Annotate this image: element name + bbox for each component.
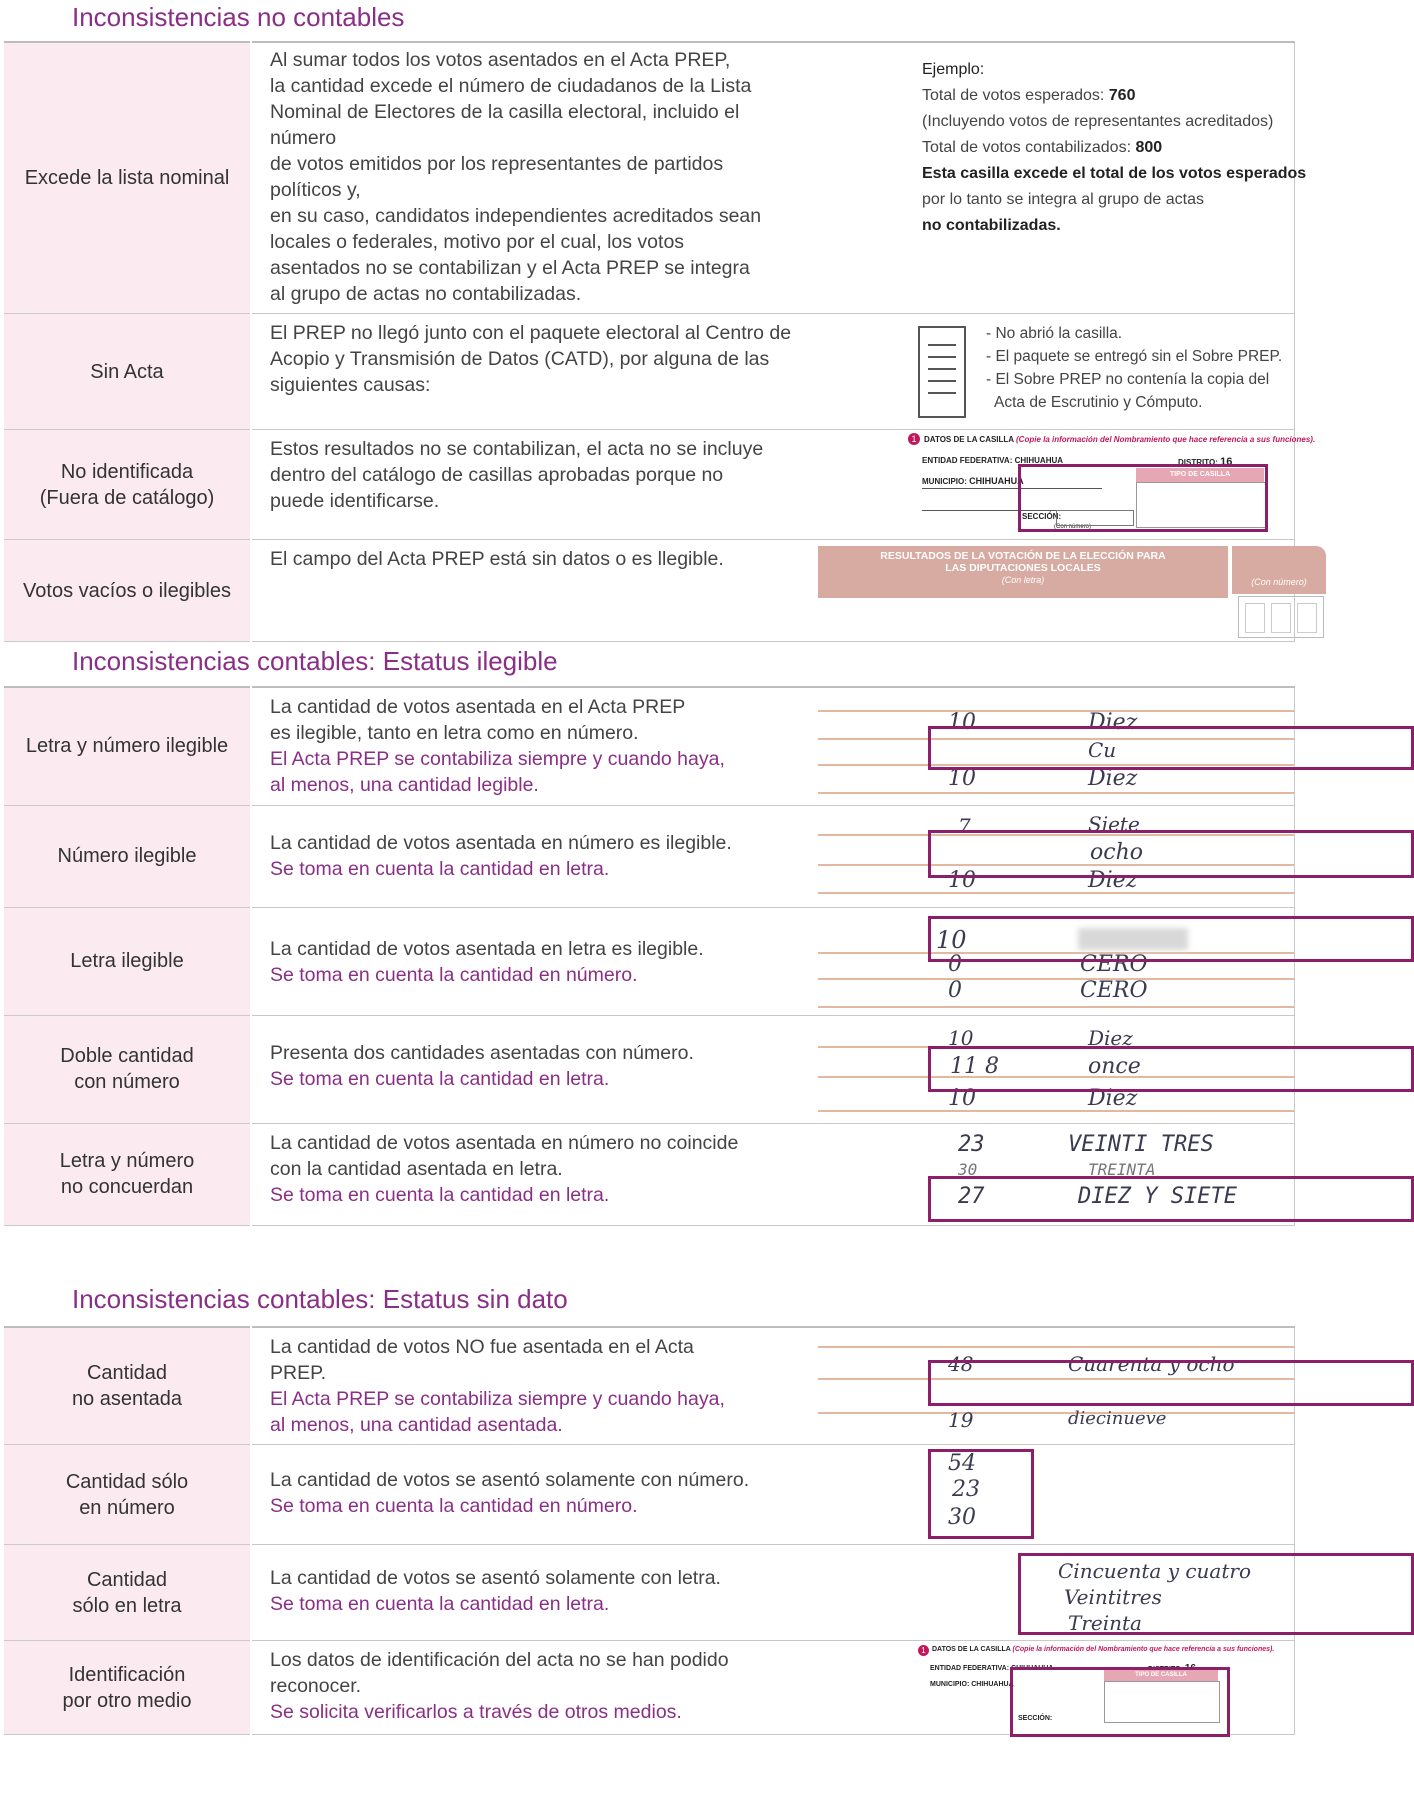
text-line: dentro del catálogo de casillas aprobadas porque no (270, 464, 724, 486)
handwriting-example (818, 1015, 1295, 1123)
row-label (4, 1015, 251, 1123)
table-row (4, 540, 1295, 642)
row-label (4, 42, 251, 314)
row-description (251, 805, 818, 907)
text: Diez (1088, 766, 1138, 791)
example-note: (Incluyendo votos de representantes acreditados) (922, 113, 1274, 130)
text: 800 (1135, 139, 1163, 156)
highlight-box (928, 1360, 1414, 1406)
row-description (251, 540, 818, 642)
tipo-casilla-header: TIPO DE CASILLA (1136, 468, 1264, 482)
text: Cincuenta y cuatro (1058, 1559, 1251, 1583)
text-line: Estos resultados no se contabilizan, el acta no se incluye (270, 438, 764, 460)
table-row (4, 805, 1295, 907)
handwriting-example (818, 1545, 1295, 1641)
text-line: siguientes causas: (270, 374, 431, 396)
highlight-text: Se toma en cuenta la cantidad en letra. (270, 1593, 610, 1615)
text: MUNICIPIO: (930, 1681, 970, 1688)
text: once (1088, 1053, 1141, 1079)
example-conclusion: por lo tanto se integra al grupo de actas (922, 191, 1204, 208)
text: LAS DIPUTACIONES LOCALES (945, 562, 1101, 574)
results-banner (818, 546, 1228, 598)
text-line: Letra y número ilegible (25, 735, 229, 758)
text: MUNICIPIO: (922, 477, 967, 486)
text-line: sólo en letra (72, 1594, 182, 1617)
form-example (818, 1641, 1295, 1735)
highlight-text: al menos, una cantidad legible. (270, 774, 539, 796)
text-line: Nominal de Electores de la casilla electoral, incluido el número (270, 101, 740, 149)
text-line: Cantidad (86, 1362, 168, 1384)
example-box (818, 42, 1307, 314)
highlight-box (1018, 464, 1268, 532)
row-description (251, 1015, 818, 1123)
highlight-box (928, 1046, 1414, 1092)
text: no contabilizadas. (922, 217, 1061, 234)
text: 0 (948, 951, 962, 977)
text: diecinueve (1068, 1408, 1167, 1429)
text-line: El campo del Acta PREP está sin datos o es llegible. (270, 548, 724, 570)
table-row (4, 1123, 1295, 1225)
text: 0 (948, 977, 962, 1003)
text: 54 (948, 1451, 976, 1476)
text-line: El PREP no llegó junto con el paquete electoral al Centro de (270, 322, 792, 344)
cause-item: - No abrió la casilla. (986, 325, 1123, 342)
row-description (251, 1641, 818, 1735)
text: CHIHUAHUA (969, 476, 1024, 486)
handwriting-example (818, 805, 1295, 907)
form-entidad: ENTIDAD FEDERATIVA: CHIHUAHUA (922, 456, 1064, 465)
row-label (4, 540, 251, 642)
highlight-text: Se toma en cuenta la cantidad en letra. (270, 1067, 610, 1090)
text: Diez (1088, 1025, 1133, 1050)
text: TIPO DE CASILLA (1104, 1669, 1218, 1681)
table-row (4, 907, 1295, 1015)
text-line: Excede la lista nominal (24, 167, 230, 189)
text: DISTRITO: (1178, 458, 1218, 467)
handwriting-example (818, 1123, 1295, 1225)
row-description (251, 1445, 818, 1545)
row-description (251, 430, 818, 540)
text-line: Cantidad (86, 1568, 168, 1591)
table-no-contables (4, 41, 1316, 642)
text-line: es ilegible, tanto en letra como en número. (270, 722, 639, 744)
text: SECCIÓN: (1022, 512, 1062, 521)
row-description (251, 907, 818, 1015)
text-line: reconocer. (270, 1675, 362, 1697)
text: TREINTA (1088, 1159, 1156, 1179)
cause-item: - El Sobre PREP no contenía la copia del (986, 371, 1270, 388)
step-number-icon: 1 (918, 1645, 929, 1656)
table-row (4, 42, 1295, 314)
text: CHIHUAHUA (971, 1681, 1014, 1688)
text-line: no concuerdan (60, 1176, 194, 1198)
text-line: Los datos de identificación del acta no se han podido (270, 1649, 729, 1671)
text-line: No identificada (60, 460, 194, 483)
section-title-ilegible: Inconsistencias contables: Estatus ilegible (72, 646, 558, 676)
text-line: Cantidad sólo (65, 1470, 189, 1493)
example-conclusion-end (922, 213, 1342, 239)
row-description (251, 314, 818, 430)
row-description (251, 42, 818, 314)
text-line: Doble cantidad (60, 1045, 194, 1067)
text: Veintitres (1064, 1585, 1162, 1609)
table-row (4, 1641, 1295, 1735)
cause-item: Acta de Escrutinio y Cómputo. (994, 394, 1203, 411)
text-line: La cantidad de votos asentada en número es ilegible. (270, 831, 732, 854)
text-line: Letra y número (59, 1150, 195, 1172)
text: 10 (948, 867, 976, 893)
example-box (818, 314, 1295, 430)
table-ilegible (4, 686, 1295, 1226)
text-line: La cantidad de votos asentada en el Acta PREP (270, 696, 686, 718)
handwriting-example (818, 687, 1295, 805)
highlight-text: Se toma en cuenta la cantidad en número. (270, 1495, 638, 1517)
table-row (4, 1327, 1295, 1445)
text-line: locales o federales, motivo por el cual, los votos (270, 231, 685, 253)
text: (Con número) (1251, 577, 1307, 587)
text: 10 (948, 710, 976, 735)
highlight-text: Se toma en cuenta la cantidad en letra. (270, 1183, 610, 1206)
row-description (251, 1545, 818, 1641)
highlight-text: El Acta PREP se contabiliza siempre y cuando haya, (270, 1388, 725, 1410)
text: 10 (948, 766, 976, 791)
text-line: Número ilegible (57, 845, 197, 867)
text-line: Letra ilegible (70, 950, 184, 972)
text: Treinta (1068, 1611, 1142, 1635)
text: RESULTADOS DE LA VOTACIÓN DE LA ELECCIÓN PARA (880, 550, 1166, 562)
row-label (4, 314, 251, 430)
text: Diez (1088, 1085, 1138, 1111)
example-conclusion-bold (922, 161, 1342, 187)
text-line: de votos emitidos por los representantes de partidos políticos y, (270, 153, 724, 201)
counted-votes (922, 135, 1342, 161)
highlight-text: El Acta PREP se contabiliza siempre y cuando haya, (270, 748, 725, 770)
row-label (4, 1545, 251, 1641)
text: Esta casilla excede el total de los votos esperados (922, 165, 1307, 182)
text-line: Presenta dos cantidades asentadas con número. (270, 1041, 694, 1064)
section-title-sin-dato: Inconsistencias contables: Estatus sin dato (72, 1284, 568, 1314)
row-label (4, 430, 251, 540)
highlight-box (928, 916, 1414, 962)
text-line: por otro medio (62, 1689, 192, 1712)
text-line: La cantidad de votos NO fue asentada en el Acta (270, 1336, 694, 1358)
text: VEINTI TRES (1068, 1131, 1214, 1157)
text-line: Acopio y Transmisión de Datos (CATD), por alguna de las (270, 348, 770, 370)
form-example (818, 430, 1316, 540)
text: 7 (958, 813, 971, 838)
text-line: con la cantidad asentada en letra. (270, 1157, 563, 1180)
text-line: la cantidad excede el número de ciudadanos de la Lista (270, 75, 752, 97)
text-line: Votos vacíos o ilegibles (23, 579, 231, 602)
text: 19 (948, 1408, 974, 1432)
highlight-box (1010, 1667, 1230, 1737)
text-line: con número (74, 1071, 180, 1093)
table-row (4, 687, 1295, 805)
text-line: Identificación (68, 1663, 186, 1686)
text-line: La cantidad de votos se asentó solamente con número. (270, 1469, 750, 1491)
table-row (4, 1445, 1295, 1545)
table-sin-dato (4, 1326, 1295, 1735)
highlight-text: Se solicita verificarlos a través de otros medios. (270, 1701, 682, 1723)
row-description (251, 687, 818, 805)
text: Total de votos esperados: (922, 87, 1109, 104)
text: 10 (936, 925, 967, 954)
text: (Copie la información del Nombramiento que hace referencia a sus funciones). (1016, 435, 1316, 444)
row-description (251, 1123, 818, 1225)
handwriting-example (818, 1327, 1295, 1445)
highlight-text: Se toma en cuenta la cantidad en número. (270, 963, 638, 986)
text: ENTIDAD FEDERATIVA: CHIHUAHUA (930, 1665, 1054, 1672)
text: Diez (1088, 710, 1138, 735)
text-line: en número (79, 1496, 175, 1519)
row-label (4, 1445, 251, 1545)
text: 760 (1108, 87, 1136, 104)
banner-example (818, 540, 1307, 642)
text: Siete (1088, 811, 1140, 836)
text: DATOS DE LA CASILLA (932, 1646, 1011, 1653)
text: CERO (1080, 951, 1148, 977)
text-line: en su caso, candidatos independientes acreditados sean (270, 205, 762, 227)
text: Diez (1088, 867, 1138, 893)
table-row (4, 1015, 1295, 1123)
row-description (251, 1327, 818, 1445)
section-title-no-contables: Inconsistencias no contables (72, 2, 405, 32)
text: 10 (948, 1085, 976, 1111)
text-line: puede identificarse. (270, 490, 440, 512)
handwriting-example (818, 1445, 1295, 1545)
row-label (4, 1123, 251, 1225)
text: 23 (952, 1477, 980, 1502)
table-row (4, 314, 1295, 430)
text: 11 8 (950, 1053, 999, 1079)
text-line: PREP. (270, 1362, 327, 1384)
text: 23 (958, 1131, 985, 1157)
highlight-text: Se toma en cuenta la cantidad en letra. (270, 857, 610, 880)
text-line: La cantidad de votos se asentó solamente con letra. (270, 1567, 721, 1589)
step-number-icon: 1 (908, 433, 920, 445)
text: ocho (1090, 839, 1143, 865)
row-label (4, 1327, 251, 1445)
highlight-box (928, 830, 1414, 878)
text: 16 (1220, 456, 1233, 468)
text: 48 (948, 1352, 974, 1376)
row-label (4, 907, 251, 1015)
text-line: Al sumar todos los votos asentados en el Acta PREP, (270, 49, 731, 71)
text-line: (Fuera de catálogo) (39, 486, 215, 509)
text: 30 (948, 1505, 976, 1530)
handwriting-example (818, 907, 1295, 1015)
document-icon (918, 326, 966, 418)
text: (Copie la información del Nombramiento que hace referencia a sus funciones). (1012, 1646, 1275, 1653)
text: 10 (948, 1025, 974, 1050)
highlight-box (928, 726, 1414, 770)
table-row (4, 430, 1295, 540)
text-line: La cantidad de votos asentada en letra es ilegible. (270, 937, 704, 960)
number-banner (1232, 546, 1326, 594)
text: 30 (958, 1159, 978, 1179)
highlight-text: al menos, una cantidad asentada. (270, 1414, 563, 1436)
table-row (4, 1545, 1295, 1641)
text: 27 (958, 1183, 985, 1209)
example-heading: Ejemplo: (922, 61, 985, 78)
highlight-box (928, 1449, 1034, 1539)
text: Cuarenta y ocho (1068, 1352, 1235, 1376)
row-label (4, 805, 251, 907)
text: SECCIÓN: (1018, 1715, 1053, 1722)
text-line: asentados no se contabilizan y el Acta PREP se integra (270, 257, 750, 279)
text: (Con número) (1054, 524, 1092, 530)
highlight-box (1018, 1553, 1414, 1635)
row-label (4, 687, 251, 805)
highlight-box (928, 1176, 1414, 1222)
text: DATOS DE LA CASILLA (924, 435, 1014, 444)
text: DIEZ Y SIETE (1078, 1183, 1237, 1209)
text-line: Sin Acta (90, 360, 164, 383)
text: (Con letra) (1001, 575, 1045, 585)
expected-votes (922, 83, 1342, 109)
text: CERO (1080, 977, 1148, 1003)
text: Cu (1088, 738, 1117, 762)
text: Total de votos contabilizados: (922, 139, 1136, 156)
text-line: al grupo de actas no contabilizadas. (270, 283, 582, 305)
cause-item: - El paquete se entregó sin el Sobre PREP. (986, 348, 1283, 365)
row-label (4, 1641, 251, 1735)
text-line: La cantidad de votos asentada en número no coincide (270, 1131, 739, 1154)
text-line: no asentada (71, 1388, 183, 1410)
